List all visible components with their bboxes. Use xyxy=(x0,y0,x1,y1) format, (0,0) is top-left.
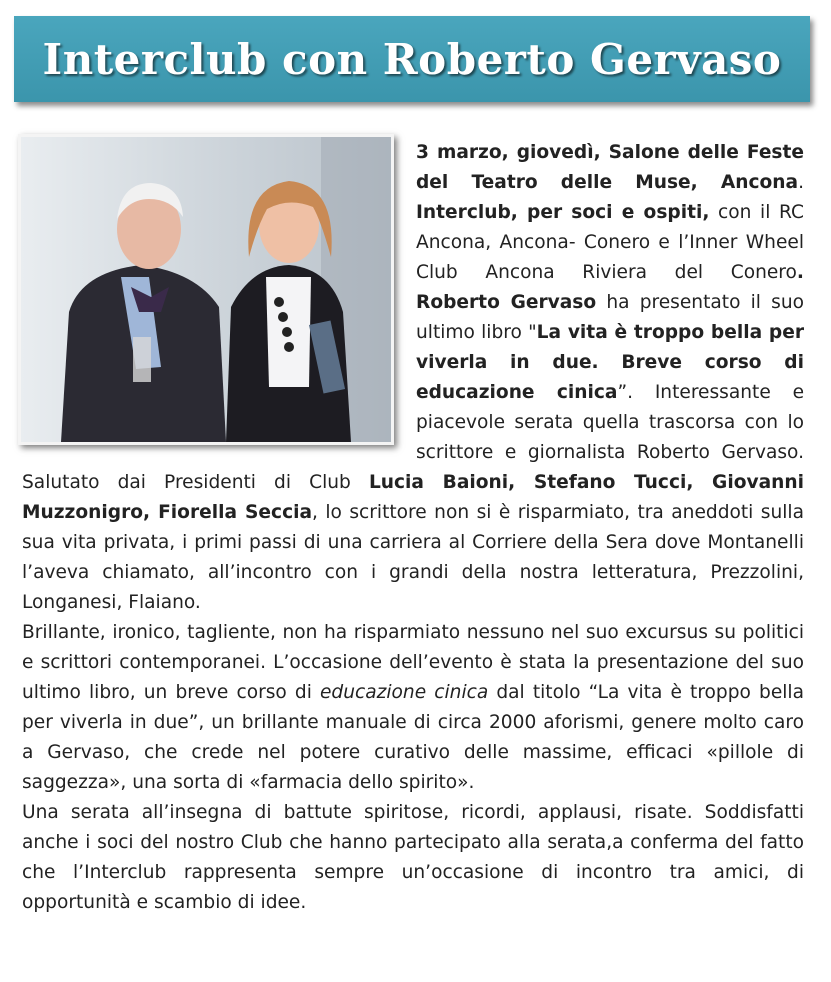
book-title: La vita è troppo bella per viverla in due. Breve corso di educazione cinica xyxy=(416,322,805,403)
text-run: . xyxy=(798,172,804,193)
text-run: ha presentato il suo ultimo libro " xyxy=(416,292,804,343)
italic-phrase: educazione cinica xyxy=(319,682,489,703)
event-photo xyxy=(18,134,394,445)
text-run: ”. xyxy=(617,382,634,403)
text-run: con il RC Ancona, Ancona- Conero e l’Inner Wheel Club Ancona Riviera del Conero xyxy=(416,202,804,283)
event-date-location: 3 marzo, giovedì, Salone delle Feste del Teatro delle Muse, Ancona xyxy=(416,142,804,193)
event-photo-illustration xyxy=(21,137,391,442)
text-run: Brillante, ironico, tagliente, non ha risparmiato nessuno nel suo excursus su politici e scrittori contemporanei. L’occasione dell’evento è stata la presentazione del suo ultimo libro, un breve corso di xyxy=(22,622,804,703)
text-run: dal titolo “La vita è troppo bella per viverla in due”, un brillante manuale di circa 2000 aforismi, genere molto caro a Gervaso, che crede nel potere curativo delle massime, efficaci «pillole di saggezza», una sorta di «farmacia dello spirito». xyxy=(22,682,804,793)
club-presidents: Lucia Baioni, Stefano Tucci, Giovanni Muzzonigro, Fiorella Seccia xyxy=(22,472,804,523)
paragraph-3 xyxy=(22,798,804,918)
speaker-name: . Roberto Gervaso xyxy=(416,262,804,313)
paragraph-2 xyxy=(22,618,804,798)
text-run: , lo scrittore non si è risparmiato, tra aneddoti sulla sua vita privata, i primi passi di una carriera al Corriere della Sera dove Montanelli l’aveva chiamato, all’incontro con i grandi della nostra letteratura, Prezzolini, Longanesi, Flaiano. xyxy=(22,502,804,613)
text-run: Una serata all’insegna di battute spiritose, ricordi, applausi, risate. Soddisfatti anche i soci del nostro Club che hanno partecipato alla serata,a conferma del fatto che l’Interclub rappresenta sempre un’occasione di incontro tra amici, di opportunità e scambio di idee. xyxy=(22,802,804,913)
title-banner xyxy=(14,16,810,102)
event-type: Interclub, per soci e ospiti, xyxy=(416,202,710,223)
page-title: Interclub con Roberto Gervaso xyxy=(42,34,782,84)
text-run: Interessante e piacevole serata quella trascorsa con lo scrittore e giornalista Roberto Gervaso. Salutato dai Presidenti di Club xyxy=(22,382,805,493)
article-body xyxy=(22,138,804,918)
